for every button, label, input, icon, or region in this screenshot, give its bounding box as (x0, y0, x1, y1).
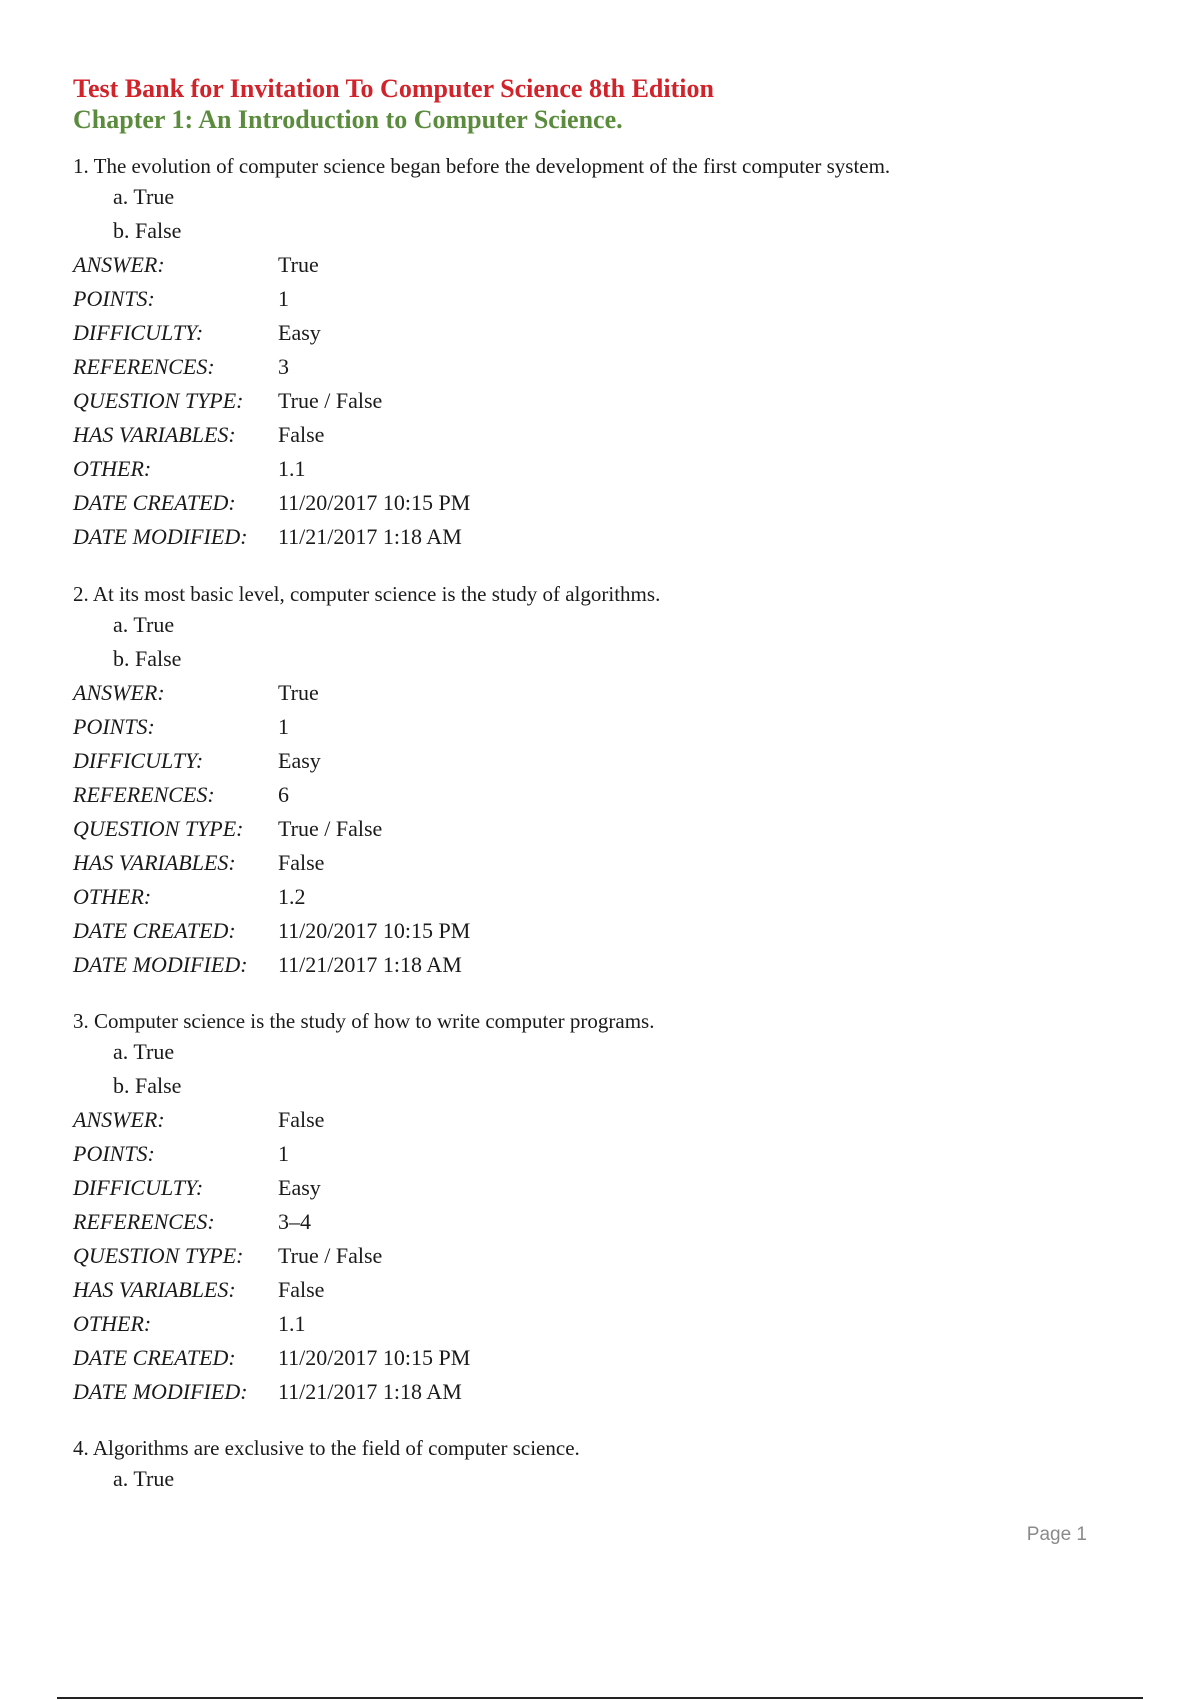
option-a: a. True (113, 1466, 175, 1491)
date-created-row (73, 1341, 1133, 1375)
question-stem: 4. Algorithms are exclusive to the field of computer science. (73, 1436, 580, 1460)
difficulty-label: DIFFICULTY: (73, 1175, 204, 1200)
references-value: 3–4 (278, 1209, 311, 1234)
answer-label: ANSWER: (73, 252, 165, 277)
question-1 (73, 152, 1133, 554)
difficulty-label: DIFFICULTY: (73, 748, 204, 773)
references-label: REFERENCES: (73, 782, 215, 807)
option-a: a. True (113, 612, 175, 637)
other-row (73, 1307, 1133, 1341)
question-type-label: QUESTION TYPE: (73, 1243, 244, 1268)
question-3 (73, 1007, 1133, 1409)
question-type-row (73, 1239, 1133, 1273)
answer-value: True (278, 680, 319, 705)
references-row (73, 778, 1133, 812)
question-4 (73, 1434, 1133, 1496)
date-created-value: 11/20/2017 10:15 PM (278, 1345, 471, 1370)
other-row (73, 880, 1133, 914)
date-modified-value: 11/21/2017 1:18 AM (278, 952, 462, 977)
option-a: a. True (113, 184, 175, 209)
answer-label: ANSWER: (73, 1107, 165, 1132)
has-variables-value: False (278, 422, 325, 447)
date-created-row (73, 486, 1133, 520)
references-label: REFERENCES: (73, 1209, 215, 1234)
references-label: REFERENCES: (73, 354, 215, 379)
points-value: 1 (278, 286, 289, 311)
date-modified-row (73, 948, 1133, 982)
answer-value: False (278, 1107, 325, 1132)
difficulty-value: Easy (278, 748, 321, 773)
date-created-value: 11/20/2017 10:15 PM (278, 918, 471, 943)
references-row (73, 350, 1133, 384)
points-value: 1 (278, 1141, 289, 1166)
question-2 (73, 580, 1133, 982)
date-modified-label: DATE MODIFIED: (73, 952, 248, 977)
answer-value: True (278, 252, 319, 277)
difficulty-label: DIFFICULTY: (73, 320, 204, 345)
difficulty-row (73, 1171, 1133, 1205)
date-created-label: DATE CREATED: (73, 490, 236, 515)
points-label: POINTS: (73, 714, 155, 739)
has-variables-value: False (278, 850, 325, 875)
references-value: 3 (278, 354, 289, 379)
question-type-label: QUESTION TYPE: (73, 388, 244, 413)
question-type-row (73, 812, 1133, 846)
has-variables-value: False (278, 1277, 325, 1302)
has-variables-row (73, 1273, 1133, 1307)
has-variables-row (73, 846, 1133, 880)
question-stem: 1. The evolution of computer science began before the development of the first computer system. (73, 154, 891, 178)
difficulty-row (73, 316, 1133, 350)
date-modified-value: 11/21/2017 1:18 AM (278, 1379, 462, 1404)
option-b: b. False (113, 646, 182, 671)
other-label: OTHER: (73, 456, 152, 481)
date-modified-row (73, 520, 1133, 554)
date-created-label: DATE CREATED: (73, 918, 236, 943)
date-modified-value: 11/21/2017 1:18 AM (278, 524, 462, 549)
other-label: OTHER: (73, 884, 152, 909)
has-variables-label: HAS VARIABLES: (73, 1277, 236, 1302)
question-type-label: QUESTION TYPE: (73, 816, 244, 841)
answer-row (73, 676, 1133, 710)
date-modified-label: DATE MODIFIED: (73, 524, 248, 549)
date-created-row (73, 914, 1133, 948)
points-row (73, 1137, 1133, 1171)
other-row (73, 452, 1133, 486)
other-value: 1.1 (278, 1311, 306, 1336)
question-stem: 3. Computer science is the study of how to write computer programs. (73, 1009, 655, 1033)
question-type-row (73, 384, 1133, 418)
references-row (73, 1205, 1133, 1239)
other-value: 1.2 (278, 884, 306, 909)
has-variables-row (73, 418, 1133, 452)
points-value: 1 (278, 714, 289, 739)
points-label: POINTS: (73, 1141, 155, 1166)
date-created-value: 11/20/2017 10:15 PM (278, 490, 471, 515)
option-b: b. False (113, 1073, 182, 1098)
date-modified-label: DATE MODIFIED: (73, 1379, 248, 1404)
footer-divider (57, 1697, 1143, 1699)
chapter-title: Chapter 1: An Introduction to Computer Science. (73, 105, 623, 134)
answer-label: ANSWER: (73, 680, 165, 705)
points-row (73, 282, 1133, 316)
date-modified-row (73, 1375, 1133, 1409)
option-b: b. False (113, 218, 182, 243)
difficulty-value: Easy (278, 320, 321, 345)
page-number: Page 1 (1026, 1524, 1087, 1545)
answer-row (73, 1103, 1133, 1137)
points-label: POINTS: (73, 286, 155, 311)
question-stem: 2. At its most basic level, computer science is the study of algorithms. (73, 582, 661, 606)
difficulty-value: Easy (278, 1175, 321, 1200)
references-value: 6 (278, 782, 289, 807)
question-type-value: True / False (278, 1243, 383, 1268)
difficulty-row (73, 744, 1133, 778)
question-type-value: True / False (278, 388, 383, 413)
document-title: Test Bank for Invitation To Computer Science 8th Edition (73, 74, 714, 103)
has-variables-label: HAS VARIABLES: (73, 422, 236, 447)
other-value: 1.1 (278, 456, 306, 481)
points-row (73, 710, 1133, 744)
date-created-label: DATE CREATED: (73, 1345, 236, 1370)
question-type-value: True / False (278, 816, 383, 841)
answer-row (73, 248, 1133, 282)
has-variables-label: HAS VARIABLES: (73, 850, 236, 875)
option-a: a. True (113, 1039, 175, 1064)
other-label: OTHER: (73, 1311, 152, 1336)
